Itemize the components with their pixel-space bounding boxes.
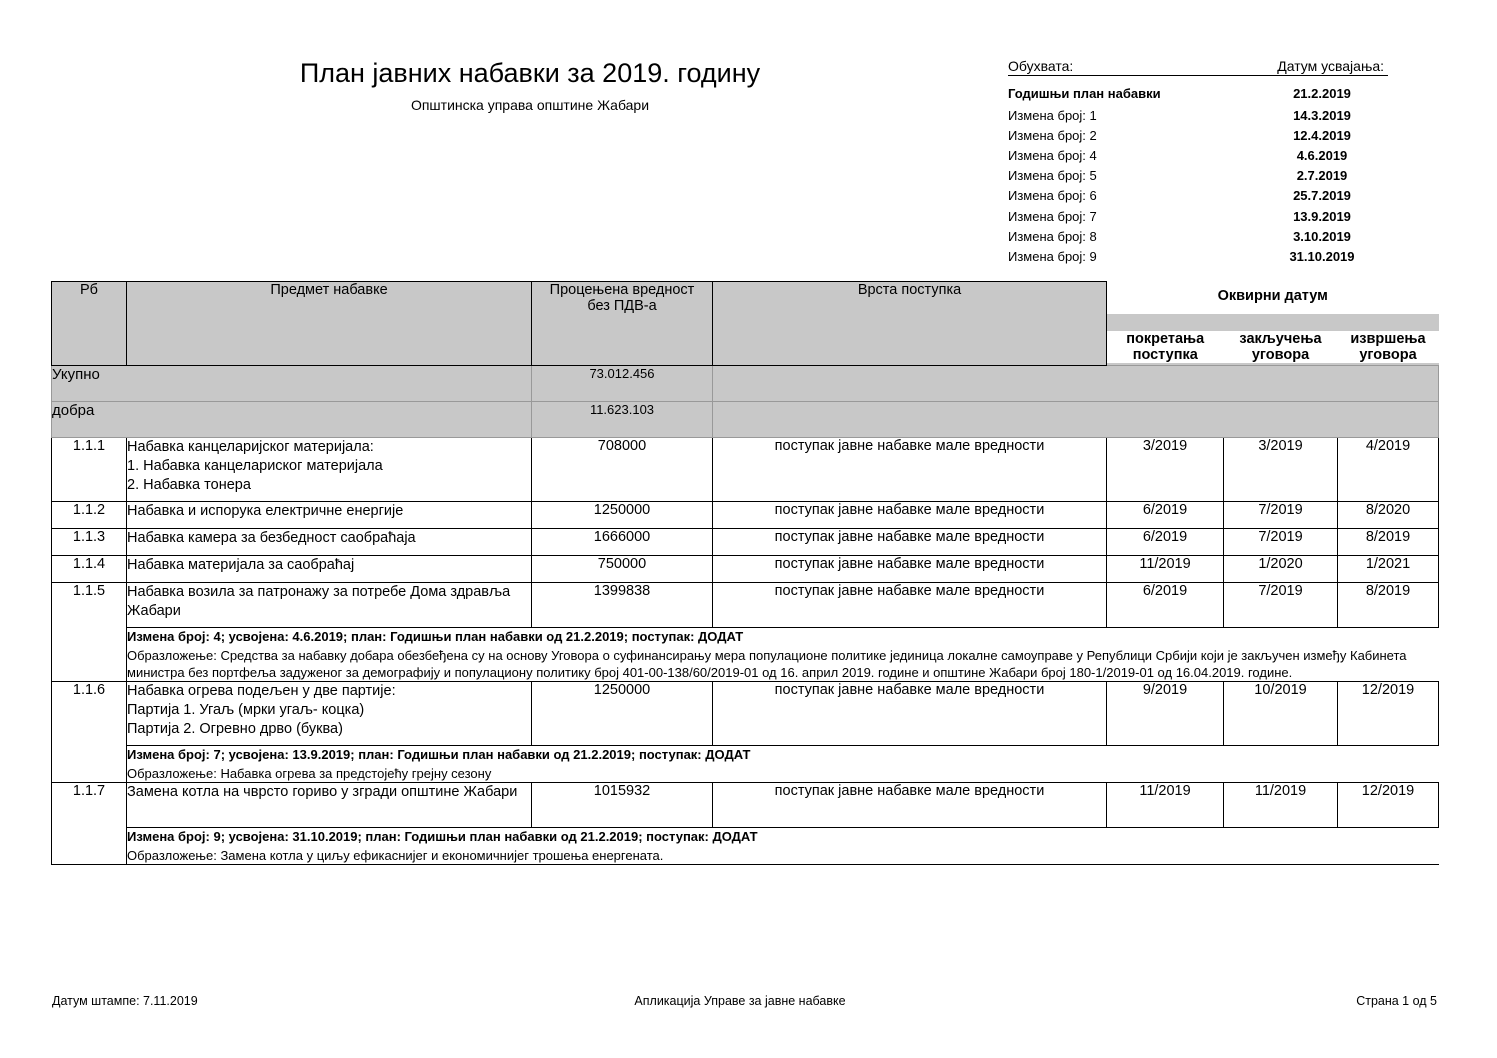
- row-value: 750000: [532, 556, 713, 583]
- amendment-note: [127, 746, 1439, 783]
- header-subject: Предмет набавке: [127, 282, 532, 366]
- amendment-explanation: Образложење: Набавка огрева за предстојећу грејну сезону: [127, 766, 492, 781]
- row-contract-date: 3/2019: [1224, 438, 1338, 502]
- row-contract-date: 10/2019: [1224, 682, 1338, 746]
- row-value: 1015932: [532, 783, 713, 828]
- row-number: 1.1.2: [52, 502, 127, 529]
- amendment-explanation: Образложење: Средства за набавку добара обезбеђена су на основу Уговора о суфинансирању мера популационе политике јединица локалне самоуправе у Републици Србији који је закључен између Кабинета министра без портфеља задуженог за демографију и популациону политику број 401-00-138/60/2019-01 од 16. април 2019. године и општине Жабари број 180-1/2019-01 од 16.04.2019. године.: [127, 648, 1407, 680]
- row-subject: Набавка огрева подељен у две партије: Партија 1. Угаљ (мрки угаљ- коцка) Партија 2. Огревно дрво (буква): [127, 682, 532, 746]
- revision-date: 13.9.2019: [1293, 208, 1351, 224]
- header-execution: извршења уговора: [1338, 314, 1439, 366]
- revision-label: Измена број: 4: [1008, 147, 1097, 163]
- row-execution-date: 8/2020: [1338, 502, 1439, 529]
- row-procedure: поступак јавне набавке мале вредности: [713, 438, 1107, 502]
- amendment-note: [127, 828, 1439, 865]
- row-start-date: 11/2019: [1107, 556, 1224, 583]
- procurement-table: [51, 281, 1439, 865]
- row-contract-date: 1/2020: [1224, 556, 1338, 583]
- amendment-note-row: [52, 628, 1439, 682]
- table-row: [52, 556, 1439, 583]
- row-contract-date: 7/2019: [1224, 529, 1338, 556]
- scope-header: Обухвата:: [1008, 58, 1074, 74]
- row-subject: Замена котла на чврсто гориво у згради општине Жабари: [127, 783, 532, 828]
- revision-label: Измена број: 5: [1008, 168, 1097, 184]
- row-start-date: 9/2019: [1107, 682, 1224, 746]
- revision-row: [1008, 166, 1388, 186]
- row-value: 708000: [532, 438, 713, 502]
- row-start-date: 6/2019: [1107, 529, 1224, 556]
- goods-row: [52, 402, 1439, 438]
- revision-label: Измена број: 2: [1008, 127, 1097, 143]
- row-subject: Набавка материјала за саобраћај: [127, 556, 532, 583]
- page-subtitle: Општинска управа општине Жабари: [410, 97, 650, 113]
- revision-label: Измена број: 1: [1008, 107, 1097, 123]
- revision-label: Измена број: 9: [1008, 248, 1097, 264]
- revision-date: 2.7.2019: [1296, 168, 1348, 184]
- goods-label: добра: [52, 402, 532, 438]
- row-start-date: 3/2019: [1107, 438, 1224, 502]
- revision-rows: [1008, 82, 1388, 267]
- header-value: Процењена вредност без ПДВ-а: [532, 282, 713, 366]
- amendment-explanation: Образложење: Замена котла у циљу ефикаснијег и економичнијег трошења енергената.: [127, 848, 664, 863]
- row-procedure: поступак јавне набавке мале вредности: [713, 556, 1107, 583]
- row-execution-date: 4/2019: [1338, 438, 1439, 502]
- row-subject: Набавка камера за безбедност саобраћаја: [127, 529, 532, 556]
- table-row: [52, 682, 1439, 746]
- row-value: 1666000: [532, 529, 713, 556]
- table-row: [52, 438, 1439, 502]
- amendment-note-row: [52, 828, 1439, 865]
- row-value: 1250000: [532, 502, 713, 529]
- row-procedure: поступак јавне набавке мале вредности: [713, 529, 1107, 556]
- row-procedure: поступак јавне набавке мале вредности: [713, 682, 1107, 746]
- header-rb: Рб: [52, 282, 127, 366]
- row-execution-date: 1/2021: [1338, 556, 1439, 583]
- revision-date: 25.7.2019: [1293, 188, 1351, 204]
- revision-row: [1008, 226, 1388, 246]
- revision-row: [1008, 186, 1388, 206]
- row-procedure: поступак јавне набавке мале вредности: [713, 502, 1107, 529]
- row-number: 1.1.6: [52, 682, 127, 783]
- amendment-note-row: [52, 746, 1439, 783]
- row-subject: Набавка возила за патронажу за потребе Дома здравља Жабари: [127, 583, 532, 628]
- revisions-header: [1008, 58, 1388, 76]
- table-row: [52, 502, 1439, 529]
- page-number: Страна 1 од 5: [1356, 994, 1437, 1008]
- revision-date: 31.10.2019: [1289, 248, 1355, 264]
- page-title: План јавних набавки за 2019. годину: [299, 58, 761, 88]
- row-subject: Набавка канцеларијског материјала: 1. Набавка канцелариског материјала 2. Набавка тонера: [127, 438, 532, 502]
- revision-date: 4.6.2019: [1296, 147, 1348, 163]
- revision-date: 14.3.2019: [1293, 107, 1351, 123]
- revision-date: 3.10.2019: [1293, 228, 1351, 244]
- revision-row: [1008, 105, 1388, 125]
- revision-date: 21.2.2019: [1293, 86, 1351, 101]
- row-start-date: 6/2019: [1107, 502, 1224, 529]
- revision-row: [1008, 82, 1388, 105]
- revision-row: [1008, 145, 1388, 165]
- table-row: [52, 783, 1439, 828]
- row-value: 1250000: [532, 682, 713, 746]
- row-execution-date: 12/2019: [1338, 682, 1439, 746]
- row-procedure: поступак јавне набавке мале вредности: [713, 783, 1107, 828]
- revision-label: Измена број: 8: [1008, 228, 1097, 244]
- row-procedure: поступак јавне набавке мале вредности: [713, 583, 1107, 628]
- revision-label: Годишњи план набавки: [1008, 86, 1161, 101]
- row-value: 1399838: [532, 583, 713, 628]
- table-row: [52, 583, 1439, 628]
- row-number: 1.1.4: [52, 556, 127, 583]
- total-row: [52, 366, 1439, 402]
- header-start: покретања поступка: [1107, 314, 1224, 366]
- row-contract-date: 7/2019: [1224, 583, 1338, 628]
- revision-label: Измена број: 6: [1008, 188, 1097, 204]
- amendment-info: Измена број: 4; усвојена: 4.6.2019; план: Годишњи план набавки од 21.2.2019; поступак: ДОДАТ: [127, 629, 744, 644]
- revision-row: [1008, 246, 1388, 266]
- amendment-info: Измена број: 7; усвојена: 13.9.2019; план: Годишњи план набавки од 21.2.2019; поступак: ДОДАТ: [127, 747, 751, 762]
- header-procedure: Врста поступка: [713, 282, 1107, 366]
- row-start-date: 11/2019: [1107, 783, 1224, 828]
- header-contract: закључења уговора: [1224, 314, 1338, 366]
- row-execution-date: 12/2019: [1338, 783, 1439, 828]
- revision-date: 12.4.2019: [1293, 127, 1351, 143]
- amendment-info: Измена број: 9; усвојена: 31.10.2019; план: Годишњи план набавки од 21.2.2019; поступак: ДОДАТ: [127, 829, 758, 844]
- row-number: 1.1.5: [52, 583, 127, 682]
- revision-row: [1008, 125, 1388, 145]
- row-execution-date: 8/2019: [1338, 583, 1439, 628]
- row-subject: Набавка и испорука електричне енергије: [127, 502, 532, 529]
- revision-row: [1008, 206, 1388, 226]
- row-contract-date: 7/2019: [1224, 502, 1338, 529]
- revisions-list: [1008, 58, 1388, 267]
- print-date: Датум штампе: 7.11.2019: [52, 994, 198, 1008]
- row-number: 1.1.1: [52, 438, 127, 502]
- row-start-date: 6/2019: [1107, 583, 1224, 628]
- row-number: 1.1.7: [52, 783, 127, 865]
- table-row: [52, 529, 1439, 556]
- row-number: 1.1.3: [52, 529, 127, 556]
- header-framework-date: Оквирни датум: [1107, 282, 1439, 314]
- footer-app-name: Апликација Управе за јавне набавке: [634, 994, 846, 1008]
- row-execution-date: 8/2019: [1338, 529, 1439, 556]
- goods-value: 11.623.103: [532, 402, 713, 438]
- adoption-date-header: Датум усвајања:: [1277, 58, 1384, 74]
- total-label: Укупно: [52, 366, 532, 402]
- revision-label: Измена број: 7: [1008, 208, 1097, 224]
- amendment-note: [127, 628, 1439, 682]
- row-contract-date: 11/2019: [1224, 783, 1338, 828]
- total-value: 73.012.456: [532, 366, 713, 402]
